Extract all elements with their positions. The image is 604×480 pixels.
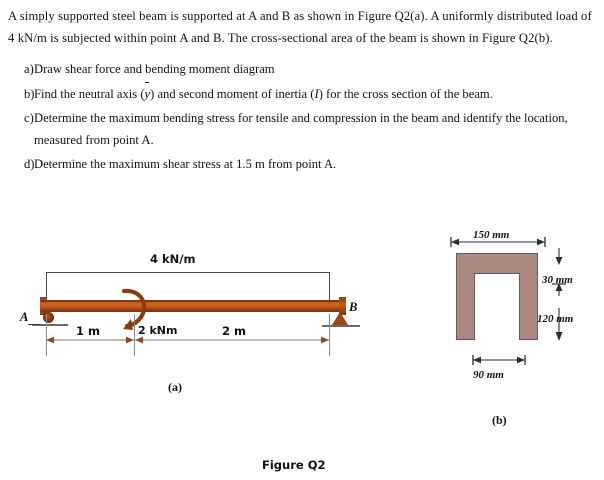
dimension-vertical-arrows xyxy=(548,246,570,346)
cross-section-inner-edge xyxy=(474,273,520,274)
question-text-c: Determine the maximum bending stress for tensile and compression in the beam and identify the location, measured from point A. xyxy=(34,111,568,147)
dimension-label-2m: 2 m xyxy=(222,324,246,338)
figure-b-caption: (b) xyxy=(492,413,507,427)
question-list xyxy=(8,59,596,176)
question-item-a xyxy=(8,59,596,81)
cross-section-top-flange xyxy=(456,253,538,274)
inertia-symbol: I xyxy=(314,86,319,101)
point-label-b: B xyxy=(349,300,358,314)
question-marker-c: c) xyxy=(24,111,34,125)
figure-q2-caption: Figure Q2 xyxy=(262,458,326,472)
figure-a-beam-diagram xyxy=(0,228,400,428)
dimension-label-1m: 1 m xyxy=(76,324,100,338)
question-text-b: Find the neutral axis (y) and second moment of inertia (I) for the cross section of the beam. xyxy=(34,84,596,106)
cross-section-right-web xyxy=(519,273,538,340)
dimension-label-120mm: 120 mm xyxy=(537,313,574,325)
question-text-d: Determine the maximum shear stress at 1.5 m from point A. xyxy=(34,157,337,171)
figures-area xyxy=(0,228,604,480)
question-item-c xyxy=(8,108,596,151)
figure-a-dimensions xyxy=(0,228,400,428)
dimension-90mm-arrow xyxy=(468,353,530,367)
question-text-a: Draw shear force and bending moment diagram xyxy=(34,62,275,76)
point-label-a: A xyxy=(20,310,29,324)
question-marker-d: d) xyxy=(24,157,35,171)
moment-label: 2 kNm xyxy=(138,324,178,337)
question-marker-b: b) xyxy=(24,86,35,101)
question-item-d xyxy=(8,154,596,176)
dimension-label-30mm: 30 mm xyxy=(542,274,573,286)
cross-section-left-web xyxy=(456,273,475,340)
figure-a-caption: (a) xyxy=(168,380,182,394)
dimension-label-150mm: 150 mm xyxy=(470,229,512,241)
intro-paragraph: A simply supported steel beam is supported at A and B as shown in Figure Q2(a). A uniformly distributed load of 4 kN/m is subjected within point A and B. The cross-sectional area of the beam is shown in Figure Q2(b). xyxy=(8,9,592,45)
udl-label: 4 kN/m xyxy=(150,252,196,266)
question-item-b xyxy=(8,84,596,106)
y-bar-symbol: y xyxy=(145,84,151,106)
cross-section-shape xyxy=(456,253,538,340)
problem-statement xyxy=(8,6,596,179)
figure-b-cross-section xyxy=(430,228,604,448)
question-marker-a: a) xyxy=(24,62,34,76)
dimension-label-90mm: 90 mm xyxy=(473,369,504,381)
